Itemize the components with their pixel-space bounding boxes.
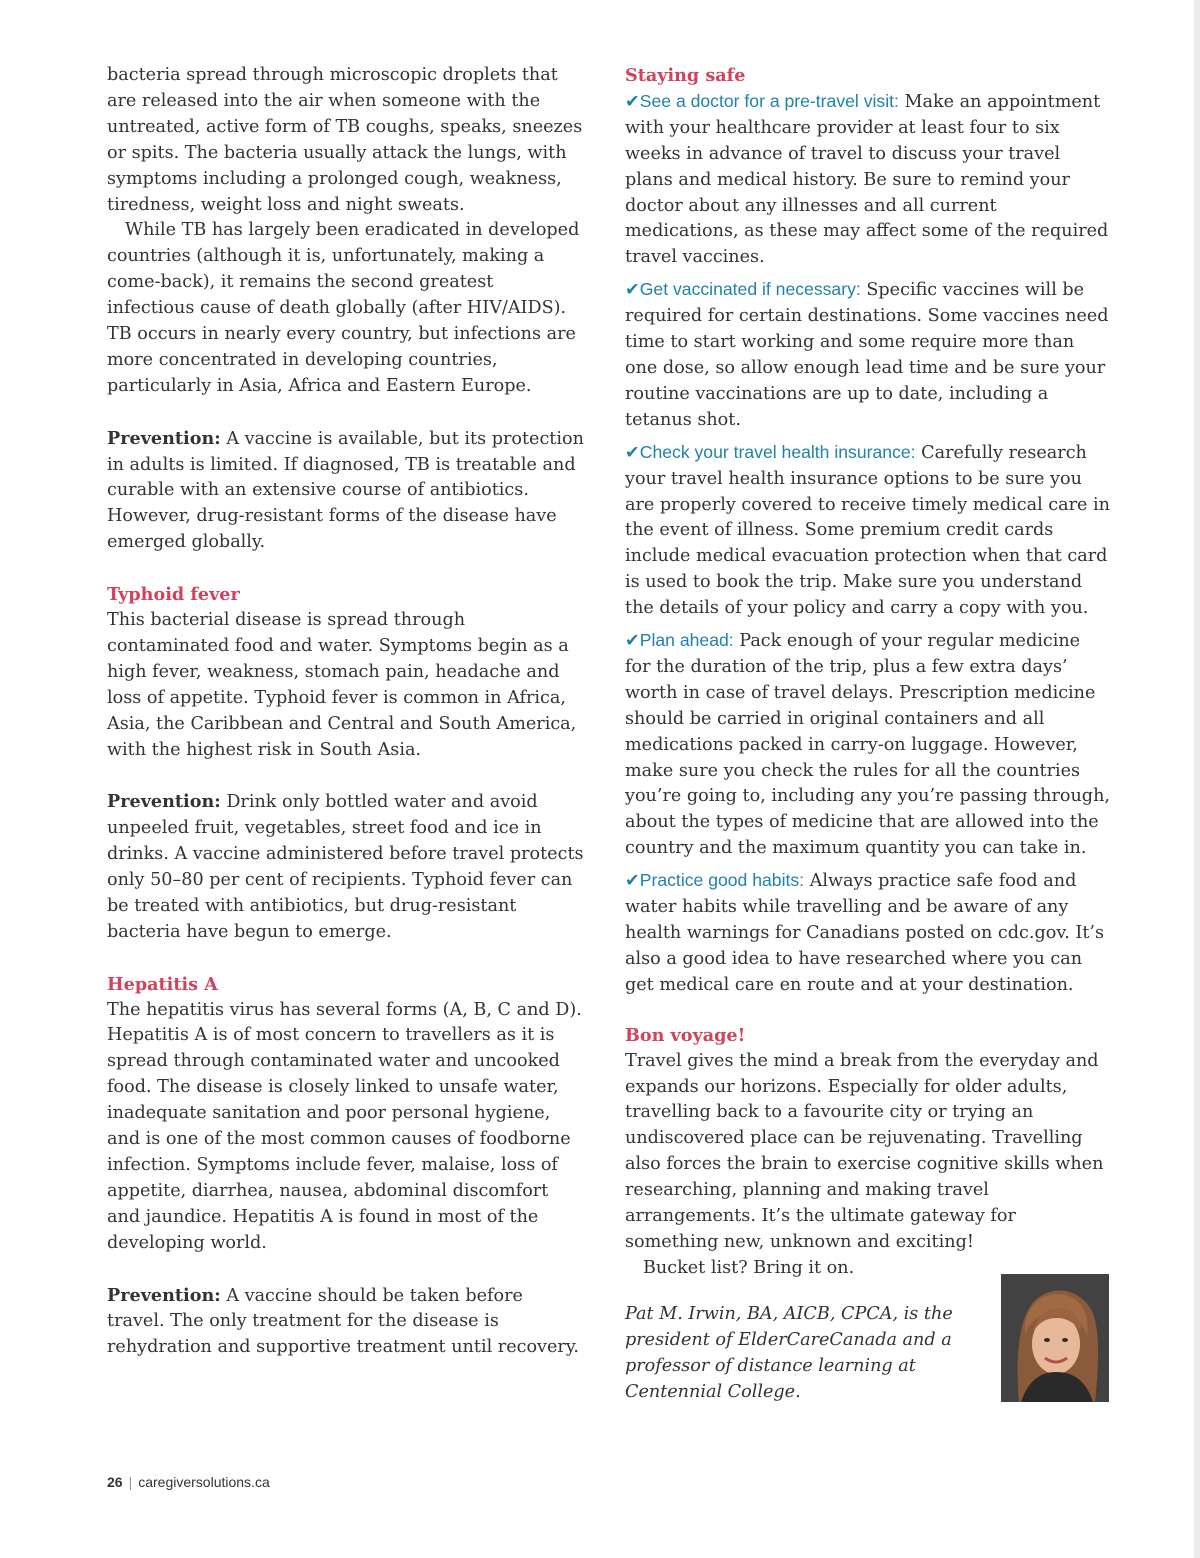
tip-lead: Practice good habits:	[639, 870, 805, 891]
hepatitis-heading: Hepatitis A	[107, 973, 218, 995]
author-block	[625, 1302, 1110, 1406]
tb-prevention-paragraph	[107, 426, 585, 557]
footer-separator: |	[128, 1474, 133, 1490]
tip-good-habits	[625, 868, 1110, 999]
hepatitis-prevention-paragraph	[107, 1283, 585, 1362]
prevention-label: Prevention:	[107, 791, 221, 813]
tip-text: Always practice safe food and water habits while travelling and be aware of any health warnings for Canadians posted on cdc.gov. It’s also a good idea to have researched where you can get medical care en route and at your destination.	[625, 871, 1105, 995]
typhoid-prevention-paragraph	[107, 789, 585, 945]
prevention-label: Prevention:	[107, 427, 221, 449]
page-footer	[107, 1474, 270, 1490]
tip-plan-ahead	[625, 628, 1110, 862]
typhoid-heading: Typhoid fever	[107, 584, 240, 606]
checkmark-icon: ✔	[625, 631, 640, 652]
bon-voyage-heading: Bon voyage!	[625, 1024, 746, 1046]
right-column	[625, 63, 1110, 1405]
tip-text: Carefully research your travel health insurance options to be sure you are properly covered to receive timely medical care in the event of illness. Some premium credit cards include medical evacuation protection when that card is used to book the trip. Make sure you understand the details of your policy and carry a copy with you.	[625, 442, 1111, 619]
tip-lead: Plan ahead:	[639, 630, 734, 651]
typhoid-paragraph: This bacterial disease is spread through contaminated food and water. Symptoms begin as a high fever, weakness, stomach pain, headache and loss of appetite. Typhoid fever is common in Africa, Asia, the Caribbean and Central and South America, with the highest risk in South Asia.	[107, 610, 577, 760]
tip-lead: Get vaccinated if necessary:	[639, 279, 861, 300]
hepatitis-paragraph: The hepatitis virus has several forms (A, B, C and D). Hepatitis A is of most concern to travellers as it is spread through contaminated water and uncooked food. The disease is closely linked to unsafe water, inadequate sanitation and poor personal hygiene, and is one of the most common causes of foodborne infection. Symptoms include fever, malaise, loss of appetite, diarrhea, nausea, abdominal discomfort and jaundice. Hepatitis A is found in most of the developing world.	[107, 999, 582, 1253]
prevention-label: Prevention:	[107, 1284, 221, 1306]
tb-global-paragraph: While TB has largely been eradicated in developed countries (although it is, unfortunately, making a come-back), it remains the second greatest infectious cause of death globally (after HIV/AIDS). TB occurs in nearly every country, but infections are more concentrated in developing countries, particularly in Asia, Africa and Eastern Europe.	[107, 220, 580, 396]
author-photo	[1001, 1274, 1109, 1402]
tip-get-vaccinated	[625, 277, 1110, 433]
typhoid-prevention-text: Drink only bottled water and avoid unpeeled fruit, vegetables, street food and ice in drinks. A vaccine administered before travel protects only 50–80 per cent of recipients. Typhoid fever can be treated with antibiotics, but drug-resistant bacteria have begun to emerge.	[107, 792, 584, 942]
tip-text: Specific vaccines will be required for certain destinations. Some vaccines need time to start working and some require more than one dose, so allow enough lead time and be sure your routine vaccinations are up to date, including a tetanus shot.	[625, 280, 1109, 430]
author-bio: Pat M. Irwin, BA, AICB, CPCA, is the president of ElderCareCanada and a professor of distance learning at Centennial College.	[625, 1303, 953, 1402]
checkmark-icon: ✔	[625, 442, 640, 463]
checkmark-icon: ✔	[625, 871, 640, 892]
tb-intro-paragraph: bacteria spread through microscopic droplets that are released into the air when someone with the untreated, active form of TB coughs, speaks, sneezes or spits. The bacteria usually attack the lungs, with symptoms including a prolonged cough, weakness, tiredness, weight loss and night sweats.	[107, 65, 583, 215]
tip-lead: See a doctor for a pre-travel visit:	[639, 90, 899, 111]
tb-prevention-text: A vaccine is available, but its protection in adults is limited. If diagnosed, TB is treatable and curable with an extensive course of antibiotics. However, drug-resistant forms of the disease have emerged globally.	[107, 428, 584, 553]
page-number: 26	[107, 1474, 123, 1490]
tip-text: Make an appointment with your healthcare provider at least four to six weeks in advance of travel to discuss your travel plans and medical history. Be sure to remind your doctor about any illnesses and all current medications, as these may affect some of the required travel vaccines.	[625, 91, 1109, 268]
checkmark-icon: ✔	[625, 280, 640, 301]
tip-text: Pack enough of your regular medicine for the duration of the trip, plus a few extra days’ worth in case of travel delays. Prescription medicine should be carried in original containers and all medications packed in carry-on luggage. However, make sure you check the rules for all the countries you’re going to, including any you’re passing through, about the types of medicine that are allowed into the country and the maximum quantity you can take in.	[625, 631, 1110, 859]
bon-voyage-paragraph: Travel gives the mind a break from the everyday and expands our horizons. Especially for older adults, travelling back to a favourite city or trying an undiscovered place can be rejuvenating. Travelling also forces the brain to exercise cognitive skills when researching, planning and making travel arrangements. It’s the ultimate gateway for something new, unknown and exciting!	[625, 1050, 1104, 1252]
bucket-list-line: Bucket list? Bring it on.	[643, 1257, 855, 1278]
hepatitis-prevention-text: A vaccine should be taken before travel. The only treatment for the disease is rehydration and supportive treatment until recovery.	[107, 1285, 580, 1358]
page-edge	[1194, 0, 1200, 1558]
footer-site: caregiversolutions.ca	[138, 1474, 270, 1490]
staying-safe-heading: Staying safe	[625, 65, 746, 86]
tip-pre-travel-visit	[625, 89, 1110, 271]
tip-lead: Check your travel health insurance:	[639, 441, 916, 462]
left-column	[107, 63, 585, 1361]
checkmark-icon: ✔	[625, 91, 640, 112]
tip-health-insurance	[625, 440, 1110, 622]
